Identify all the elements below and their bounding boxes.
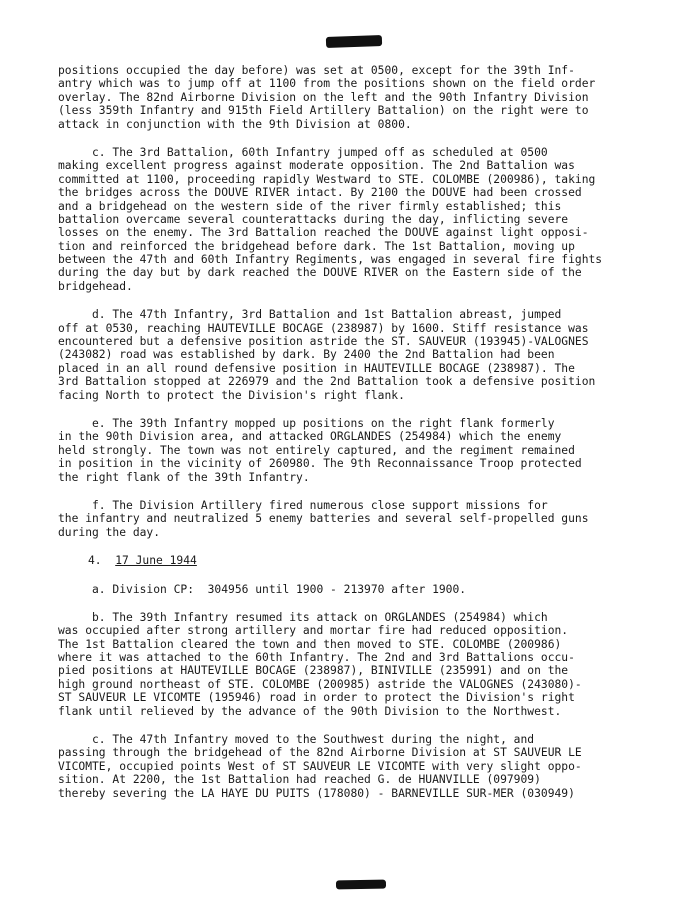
text-line: facing North to protect the Division's right flank. [58, 388, 405, 402]
paragraph-c [58, 146, 658, 293]
redaction-mark-bottom [336, 880, 386, 890]
text-line: c. The 3rd Battalion, 60th Infantry jumped off as scheduled at 0500 [58, 145, 548, 159]
text-line: making excellent progress against moderate opposition. The 2nd Battalion was [58, 159, 575, 173]
section-date: 17 June 1944 [115, 554, 197, 568]
paragraph-b [58, 611, 658, 718]
text-line: was occupied after strong artillery and mortar fire had reduced opposition. [58, 624, 569, 638]
spacer [58, 539, 658, 554]
paragraph-e [58, 417, 658, 484]
text-line: attack in conjunction with the 9th Division at 0800. [58, 117, 412, 131]
text-line: The 1st Battalion cleared the town and then moved to STE. COLOMBE (200986) [58, 637, 562, 651]
spacer [58, 800, 658, 815]
text-line: 3rd Battalion stopped at 226979 and the 2nd Battalion took a defensive position [58, 375, 596, 389]
text-line: bridgehead. [58, 279, 133, 293]
text-line: VICOMTE, occupied points West of ST SAUVEUR LE VICOMTE with very slight oppo- [58, 759, 582, 773]
text-line: tion and reinforced the bridgehead before dark. The 1st Battalion, moving up [58, 239, 575, 253]
paragraphs-section-4 [58, 583, 658, 815]
paragraph-d [58, 308, 658, 402]
text-line: in position in the vicinity of 260980. The 9th Reconnaissance Troop protected [58, 457, 582, 471]
text-line: and a bridgehead on the western side of the river firmly established; this [58, 199, 562, 213]
text-line: ST SAUVEUR LE VICOMTE (195946) road in order to protect the Division's right [58, 691, 575, 705]
text-line: flank until relieved by the advance of the 90th Division to the Northwest. [58, 704, 562, 718]
text-line: the right flank of the 39th Infantry. [58, 470, 310, 484]
text-line: (243082) road was established by dark. By 2400 the 2nd Battalion had been [58, 348, 555, 362]
text-line: f. The Division Artillery fired numerous close support missions for [58, 498, 548, 512]
text-line: losses on the enemy. The 3rd Battalion reached the DOUVE against light opposi- [58, 226, 589, 240]
text-line: d. The 47th Infantry, 3rd Battalion and 1st Battalion abreast, jumped [58, 308, 562, 322]
text-line: thereby severing the LA HAYE DU PUITS (178080) - BARNEVILLE SUR-MER (030949) [58, 786, 575, 800]
text-line: antry which was to jump off at 1100 from the positions shown on the field order [58, 77, 596, 91]
text-line: the infantry and neutralized 5 enemy batteries and several self-propelled guns [58, 512, 589, 526]
text-line: (less 359th Infantry and 915th Field Artillery Battalion) on the right were to [58, 104, 589, 118]
spacer [58, 131, 658, 146]
text-line: during the day but by dark reached the DOUVE RIVER on the Eastern side of the [58, 266, 582, 280]
text-line: the bridges across the DOUVE RIVER intact. By 2100 the DOUVE had been crossed [58, 186, 582, 200]
spacer [58, 718, 658, 733]
spacer [58, 568, 658, 583]
text-line: e. The 39th Infantry mopped up positions on the right flank formerly [58, 416, 555, 430]
text-line: battalion overcame several counterattacks during the day, inflicting severe [58, 212, 569, 226]
paragraphs-before-section-4 [58, 64, 658, 554]
paragraph-f [58, 499, 658, 539]
text-line: passing through the bridgehead of the 82nd Airborne Division at ST SAUVEUR LE [58, 746, 582, 760]
text-line: positions occupied the day before) was set at 0500, except for the 39th Inf- [58, 64, 575, 77]
spacer [58, 293, 658, 308]
text-line: c. The 47th Infantry moved to the Southwest during the night, and [58, 733, 535, 747]
paragraph-intro [58, 64, 658, 131]
text-line: off at 0530, reaching HAUTEVILLE BOCAGE (238987) by 1600. Stiff resistance was [58, 321, 589, 335]
text-line: pied positions at HAUTEVILLE BOCAGE (238987), BINIVILLE (235991) and on the [58, 664, 569, 678]
text-line: b. The 39th Infantry resumed its attack on ORGLANDES (254984) which [58, 610, 548, 624]
text-line: in the 90th Division area, and attacked ORGLANDES (254984) which the enemy [58, 430, 562, 444]
spacer [58, 402, 658, 417]
text-line: a. Division CP: 304956 until 1900 - 213970 after 1900. [58, 582, 467, 596]
spacer [58, 596, 658, 611]
section-4-heading [88, 554, 658, 567]
text-line: overlay. The 82nd Airborne Division on the left and the 90th Infantry Division [58, 90, 589, 104]
text-line: high ground northeast of STE. COLOMBE (200985) astride the VALOGNES (243080)- [58, 677, 582, 691]
text-line: encountered but a defensive position astride the ST. SAUVEUR (193945)-VALOGNES [58, 335, 589, 349]
redaction-mark-top [326, 35, 382, 48]
text-line: during the day. [58, 525, 161, 539]
spacer [58, 484, 658, 499]
text-line: committed at 1100, proceeding rapidly Westward to STE. COLOMBE (200986), taking [58, 172, 596, 186]
text-line: sition. At 2200, the 1st Battalion had reached G. de HUANVILLE (097909) [58, 773, 541, 787]
paragraph-a [58, 583, 658, 596]
text-line: held strongly. The town was not entirely captured, and the regiment remained [58, 443, 575, 457]
section-number: 4. [88, 554, 102, 568]
text-line: between the 47th and 60th Infantry Regiments, was engaged in several fire fights [58, 253, 603, 267]
text-line: where it was attached to the 60th Infantry. The 2nd and 3rd Battalions occu- [58, 651, 575, 665]
document-body [58, 64, 658, 815]
text-line: placed in an all round defensive position in HAUTEVILLE BOCAGE (238987). The [58, 361, 575, 375]
paragraph-c2 [58, 733, 658, 800]
